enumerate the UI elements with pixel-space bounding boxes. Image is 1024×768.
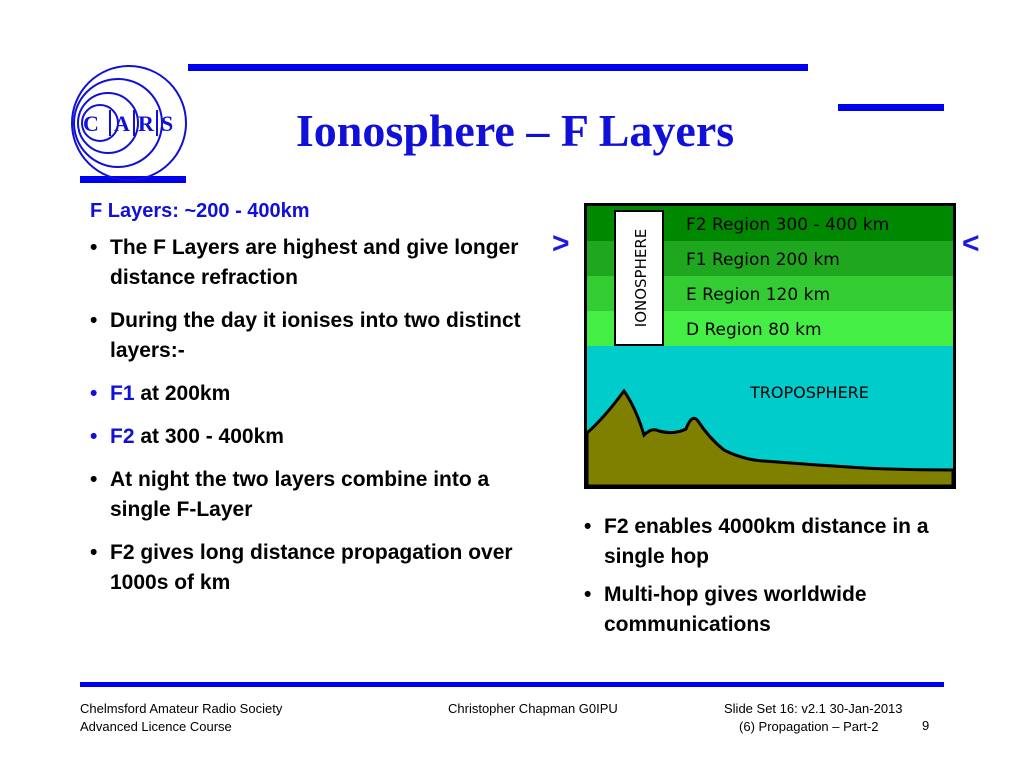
page-number: 9 [922,718,930,733]
list-item: • F1 at 200km [90,382,231,405]
atmosphere-diagram [584,203,956,489]
footer-section: (6) Propagation – Part-2 [739,719,879,734]
arrow-left-marker: < [962,227,980,260]
f1-label: F1 [110,382,135,405]
f2-label: F2 [110,425,135,448]
list-item: • F2 enables 4000km distance in a single hop [584,515,929,568]
region-label-f2: F2 Region 300 - 400 km [686,215,890,235]
arrow-right-marker: > [552,227,570,260]
region-label-e: E Region 120 km [686,285,831,305]
slide-title: Ionosphere – F Layers [295,105,735,156]
right-column [584,512,964,648]
footer-rule [80,682,944,687]
list-item: • At night the two layers combine into a single F-Layer [90,468,490,521]
footer-author: Christopher Chapman G0IPU [448,701,618,716]
top-right-rule [838,104,944,111]
section-heading: F Layers: ~200 - 400km [90,200,310,222]
list-item: • Multi-hop gives worldwide communications [584,583,867,636]
logo-letter-a: A [114,111,130,136]
list-item: • During the day it ionises into two distinct layers:- [90,309,521,362]
cars-logo [68,62,190,184]
footer-left [80,700,282,736]
logo-letter-s: S [161,111,174,136]
region-label-d: D Region 80 km [686,320,822,340]
top-rule [188,64,808,71]
logo-letter-r: R [138,111,154,136]
ionosphere-vertical-label: IONOSPHERE [632,228,650,328]
troposphere-label: TROPOSPHERE [750,383,869,402]
footer-course: Advanced Licence Course [80,719,232,734]
footer-slide-set: Slide Set 16: v2.1 30-Jan-2013 [724,701,903,716]
right-bullet-list [584,512,964,640]
left-bullet-list [90,233,530,598]
footer-right [724,700,903,736]
list-item: • The F Layers are highest and give longer distance refraction [90,236,519,289]
logo-letter-c: C [83,111,99,136]
left-column [90,200,530,611]
region-label-f1: F1 Region 200 km [686,250,840,270]
list-item: • F2 at 300 - 400km [90,425,284,448]
footer-society: Chelmsford Amateur Radio Society [80,701,283,716]
list-item: • F2 gives long distance propagation over 1000s of km [90,541,513,594]
